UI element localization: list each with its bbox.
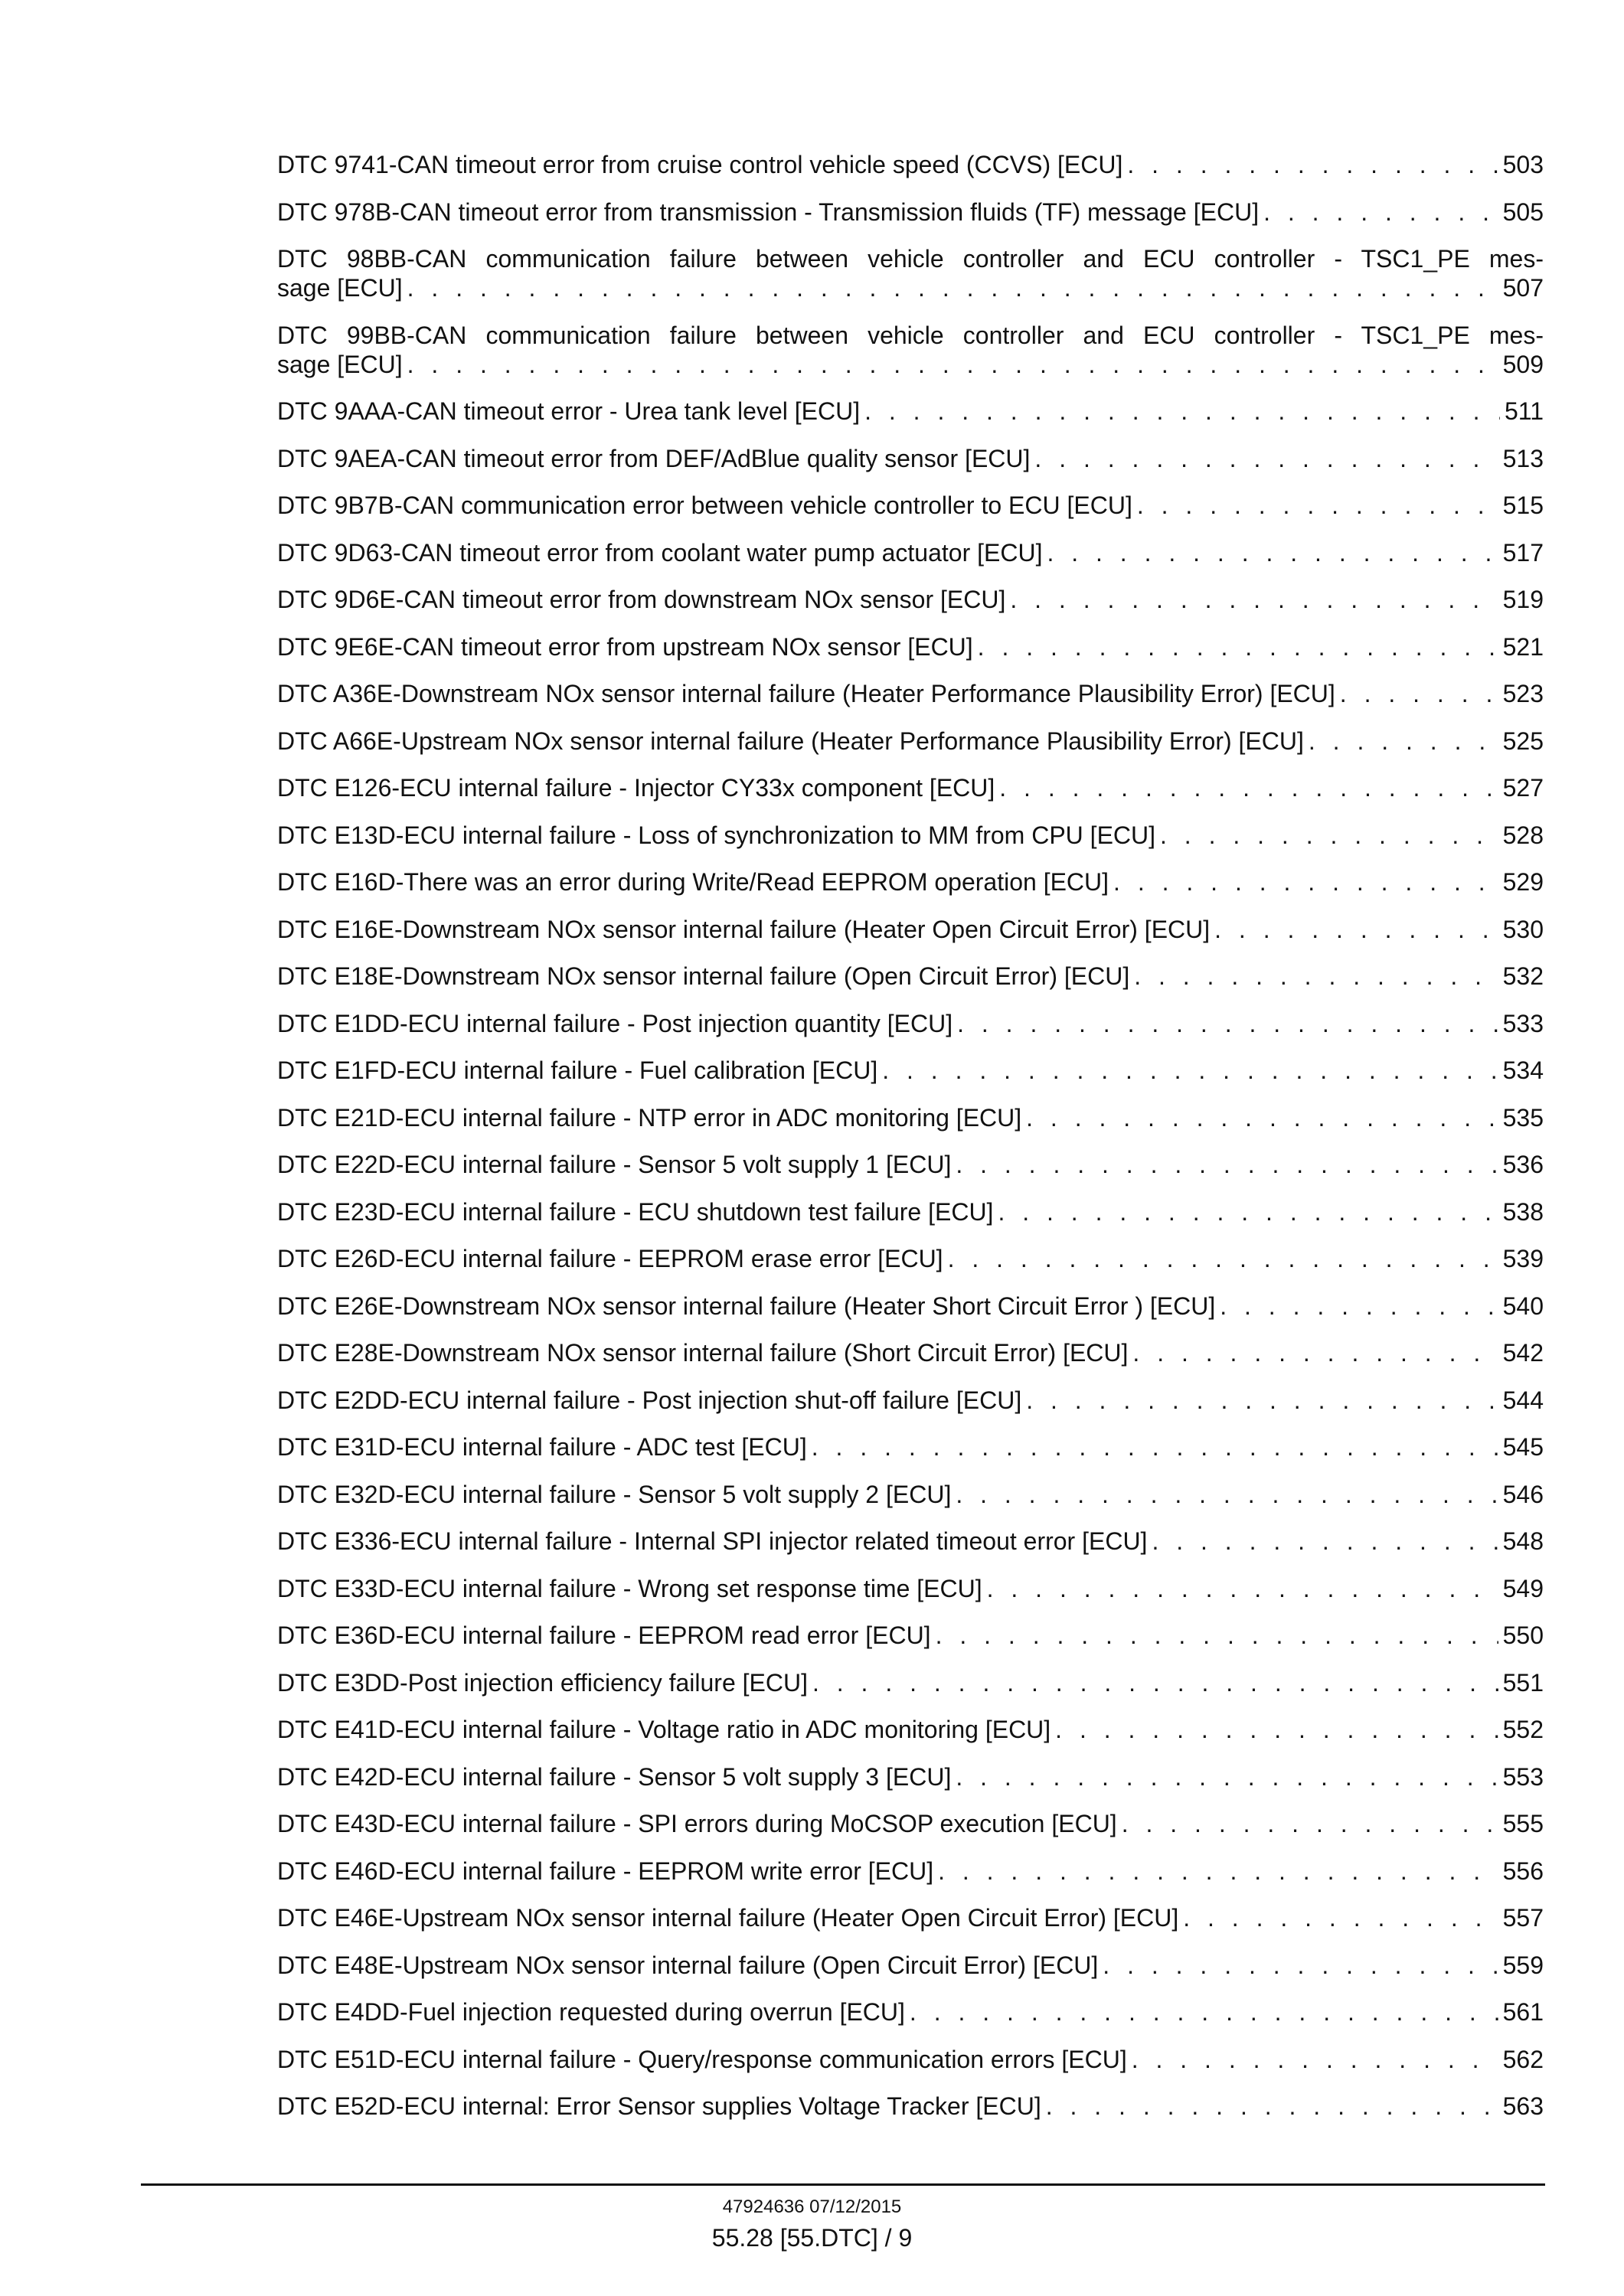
- dot-leader: [1160, 821, 1498, 850]
- toc-entry[interactable]: [277, 1292, 1544, 1321]
- dot-leader: [987, 1574, 1498, 1603]
- dot-leader: [948, 1244, 1498, 1273]
- toc-entry-title: DTC 9D6E-CAN timeout error from downstream NOx sensor [ECU]: [277, 586, 1006, 613]
- toc-entry-title: DTC E126-ECU internal failure - Injector CY33x component [ECU]: [277, 774, 995, 802]
- dot-leader: [864, 397, 1500, 426]
- toc-entry-title: DTC E31D-ECU internal failure - ADC test [ECU]: [277, 1433, 807, 1461]
- toc-entry-page: 535: [1502, 1103, 1544, 1132]
- toc-entry-page: 530: [1502, 915, 1544, 943]
- dot-leader: [1134, 962, 1498, 991]
- toc-entry-title: DTC E41D-ECU internal failure - Voltage ratio in ADC monitoring [ECU]: [277, 1716, 1051, 1743]
- toc-entry-title: DTC E43D-ECU internal failure - SPI errors during MoCSOP execution [ECU]: [277, 1810, 1117, 1837]
- toc-entry-page: 546: [1502, 1480, 1544, 1508]
- toc-entry[interactable]: [277, 915, 1544, 944]
- toc-entry[interactable]: [277, 1103, 1544, 1132]
- dot-leader: [1113, 867, 1498, 897]
- toc-entry-page: 556: [1502, 1857, 1544, 1885]
- dot-leader: [1034, 444, 1498, 473]
- toc-entry-page: 544: [1502, 1386, 1544, 1414]
- toc-entry-title: DTC E16E-Downstream NOx sensor internal failure (Heater Open Circuit Error) [ECU]: [277, 915, 1211, 943]
- toc-entry-title: DTC E32D-ECU internal failure - Sensor 5 volt supply 2 [ECU]: [277, 1480, 952, 1508]
- toc-entry[interactable]: [277, 1432, 1544, 1462]
- dot-leader: [1055, 1715, 1498, 1744]
- dot-leader: [1026, 1386, 1498, 1415]
- toc-entry[interactable]: [277, 821, 1544, 850]
- toc-entry[interactable]: [277, 491, 1544, 520]
- dot-leader: [1220, 1292, 1498, 1321]
- toc-entry[interactable]: [277, 1527, 1544, 1556]
- toc-entry[interactable]: [277, 1951, 1544, 1980]
- toc-entry[interactable]: [277, 1621, 1544, 1650]
- dot-leader: [1137, 491, 1498, 520]
- dot-leader: [1047, 538, 1498, 567]
- toc-entry[interactable]: [277, 1997, 1544, 2027]
- toc-entry-page: 532: [1502, 962, 1544, 990]
- toc-entry-page: 545: [1502, 1433, 1544, 1461]
- toc-entry-title: DTC E3DD-Post injection efficiency failure [ECU]: [277, 1668, 808, 1697]
- toc-entry[interactable]: [277, 1668, 1544, 1697]
- dot-leader: [938, 1857, 1498, 1886]
- toc-entry-page: 552: [1502, 1716, 1544, 1743]
- toc-entry[interactable]: [277, 397, 1544, 426]
- toc-entry-title: DTC E4DD-Fuel injection requested during overrun [ECU]: [277, 1998, 905, 2026]
- toc-entry-page: 525: [1502, 727, 1544, 755]
- toc-entry-page: 503: [1502, 151, 1544, 178]
- toc-entry-page: 549: [1502, 1574, 1544, 1602]
- dot-leader: [1103, 1951, 1498, 1980]
- toc-entry[interactable]: [277, 867, 1544, 897]
- toc-entry-page: 517: [1502, 538, 1544, 567]
- dot-leader: [812, 1432, 1498, 1462]
- toc-entry[interactable]: [277, 727, 1544, 756]
- dot-leader: [998, 1197, 1498, 1226]
- dot-leader: [957, 1009, 1498, 1038]
- toc-entry-page: 528: [1502, 821, 1544, 849]
- dot-leader: [978, 632, 1498, 661]
- toc-entry[interactable]: [277, 1056, 1544, 1085]
- toc-entry-page: 562: [1502, 2045, 1544, 2073]
- toc-entry-title: DTC 9741-CAN timeout error from cruise control vehicle speed (CCVS) [ECU]: [277, 151, 1123, 178]
- toc-entry-title: DTC E18E-Downstream NOx sensor internal failure (Open Circuit Error) [ECU]: [277, 962, 1130, 990]
- dot-leader: [1340, 679, 1498, 708]
- dot-leader: [1122, 1809, 1498, 1838]
- footer-document-code: 47924636 07/12/2015: [722, 2196, 902, 2217]
- toc-entry[interactable]: [277, 632, 1544, 661]
- toc-entry[interactable]: [277, 150, 1544, 179]
- dot-leader: [812, 1668, 1498, 1697]
- toc-entry-title: DTC E48E-Upstream NOx sensor internal failure (Open Circuit Error) [ECU]: [277, 1951, 1099, 1979]
- toc-entry-title: DTC E26D-ECU internal failure - EEPROM erase error [ECU]: [277, 1245, 943, 1272]
- dot-leader: [1183, 1903, 1498, 1932]
- toc-entry[interactable]: [277, 2092, 1544, 2121]
- toc-entry-page: 551: [1502, 1668, 1544, 1697]
- dot-leader: [1152, 1527, 1498, 1556]
- footer-page-reference: 55.28 [55.DTC] / 9: [711, 2224, 913, 2252]
- dot-leader: [1046, 2092, 1498, 2121]
- toc-entry-title-line1: DTC 99BB-CAN communication failure between vehicle controller and ECU controller - TSC1_PE mes-: [277, 321, 1544, 349]
- dot-leader: [1010, 585, 1498, 614]
- toc-entry-page: 550: [1502, 1622, 1544, 1649]
- toc-entry-title: DTC E46D-ECU internal failure - EEPROM write error [ECU]: [277, 1857, 934, 1885]
- dot-leader: [1214, 915, 1498, 944]
- toc-entry[interactable]: [277, 1244, 1544, 1273]
- toc-entry-title: DTC A66E-Upstream NOx sensor internal failure (Heater Performance Plausibility Error) [ECU]: [277, 727, 1304, 755]
- toc-entry-title: DTC E1DD-ECU internal failure - Post injection quantity [ECU]: [277, 1009, 953, 1037]
- toc-entry-page: 527: [1502, 774, 1544, 802]
- toc-entry-page: 507: [1502, 274, 1544, 302]
- dot-leader: [1263, 198, 1498, 227]
- toc-entry[interactable]: [277, 1480, 1544, 1509]
- dot-leader: [1127, 150, 1498, 179]
- toc-entry[interactable]: [277, 1903, 1544, 1932]
- toc-entry-title-line1: DTC 98BB-CAN communication failure between vehicle controller and ECU controller - TSC1_PE mes-: [277, 245, 1544, 273]
- toc-entry[interactable]: [277, 2045, 1544, 2074]
- toc-entry[interactable]: [277, 1809, 1544, 1838]
- dot-leader: [956, 1150, 1498, 1179]
- toc-entry-title: DTC E36D-ECU internal failure - EEPROM read error [ECU]: [277, 1622, 931, 1649]
- toc-entry-title: DTC 978B-CAN timeout error from transmission - Transmission fluids (TF) message [ECU]: [277, 198, 1260, 226]
- toc-entry-title: DTC E22D-ECU internal failure - Sensor 5 volt supply 1 [ECU]: [277, 1151, 952, 1178]
- toc-entry-page: 509: [1502, 350, 1544, 378]
- toc-entry-title: DTC E33D-ECU internal failure - Wrong set response time [ECU]: [277, 1574, 982, 1602]
- toc-entry-title: DTC E2DD-ECU internal failure - Post injection shut-off failure [ECU]: [277, 1386, 1022, 1414]
- toc-entry-page: 536: [1502, 1151, 1544, 1178]
- toc-entry[interactable]: [277, 679, 1544, 708]
- toc-entry[interactable]: [277, 321, 1544, 379]
- toc-entry-title-line2: sage [ECU]: [277, 350, 403, 378]
- toc-entry-page: 563: [1502, 2092, 1544, 2120]
- toc-entry-page: 534: [1502, 1057, 1544, 1084]
- toc-entry-page: 553: [1502, 1762, 1544, 1791]
- dot-leader: [407, 273, 1498, 302]
- dot-leader: [1309, 727, 1498, 756]
- dot-leader: [1132, 1338, 1498, 1367]
- toc-entry-title: DTC 9AAA-CAN timeout error - Urea tank level [ECU]: [277, 397, 861, 425]
- toc-entry-title: DTC E42D-ECU internal failure - Sensor 5 volt supply 3 [ECU]: [277, 1762, 952, 1791]
- toc-entry-page: 511: [1504, 397, 1544, 425]
- dot-leader: [910, 1997, 1498, 2027]
- toc-entry-title: DTC E1FD-ECU internal failure - Fuel calibration [ECU]: [277, 1057, 878, 1084]
- toc-entry-title: DTC E26E-Downstream NOx sensor internal failure (Heater Short Circuit Error ) [ECU]: [277, 1292, 1216, 1320]
- toc-entry-title: DTC E28E-Downstream NOx sensor internal failure (Short Circuit Error) [ECU]: [277, 1339, 1129, 1367]
- dot-leader: [936, 1621, 1498, 1650]
- toc-entry[interactable]: [277, 773, 1544, 802]
- toc-entry[interactable]: [277, 1762, 1544, 1791]
- toc-entry[interactable]: [277, 962, 1544, 991]
- toc-entry-title: DTC E16D-There was an error during Write/Read EEPROM operation [ECU]: [277, 868, 1109, 896]
- toc-entry-title: DTC 9E6E-CAN timeout error from upstream NOx sensor [ECU]: [277, 632, 973, 661]
- toc-entry-page: 521: [1502, 632, 1544, 661]
- toc-entry[interactable]: [277, 538, 1544, 567]
- toc-entry[interactable]: [277, 1574, 1544, 1603]
- toc-entry-page: 557: [1502, 1904, 1544, 1932]
- toc-entry[interactable]: [277, 244, 1544, 302]
- toc-entry-title: DTC E51D-ECU internal failure - Query/response communication errors [ECU]: [277, 2045, 1127, 2073]
- toc-entry[interactable]: [277, 1857, 1544, 1886]
- toc-entry-page: 559: [1502, 1951, 1544, 1979]
- toc-entry-page: 533: [1502, 1009, 1544, 1037]
- toc-entry-page: 505: [1502, 198, 1544, 226]
- toc-entry[interactable]: [277, 444, 1544, 473]
- dot-leader: [956, 1762, 1498, 1791]
- toc-entry-page: 542: [1502, 1339, 1544, 1367]
- toc-entry-page: 529: [1502, 868, 1544, 896]
- toc-entry-page: 513: [1502, 444, 1544, 472]
- toc-entry-page: 519: [1502, 586, 1544, 613]
- toc-entry[interactable]: [277, 1386, 1544, 1415]
- toc-entry-title: DTC 9AEA-CAN timeout error from DEF/AdBlue quality sensor [ECU]: [277, 444, 1031, 472]
- toc-entry-title: DTC E52D-ECU internal: Error Sensor supplies Voltage Tracker [ECU]: [277, 2092, 1041, 2120]
- toc-entry[interactable]: [277, 1338, 1544, 1367]
- toc-entry-page: 540: [1502, 1292, 1544, 1320]
- toc-entry[interactable]: [277, 198, 1544, 227]
- toc-entry-page: 561: [1502, 1998, 1544, 2026]
- toc-entry-title-line2: sage [ECU]: [277, 274, 403, 302]
- toc-entry-title: DTC E336-ECU internal failure - Internal SPI injector related timeout error [ECU]: [277, 1527, 1148, 1555]
- toc-entry[interactable]: [277, 1715, 1544, 1744]
- toc-entry[interactable]: [277, 585, 1544, 614]
- dot-leader: [956, 1480, 1498, 1509]
- dot-leader: [1132, 2045, 1498, 2074]
- toc-entry-page: 515: [1502, 492, 1544, 519]
- dot-leader: [882, 1056, 1498, 1085]
- toc-entry[interactable]: [277, 1150, 1544, 1179]
- toc-entry[interactable]: [277, 1009, 1544, 1038]
- toc-entry-title: DTC 9D63-CAN timeout error from coolant water pump actuator [ECU]: [277, 538, 1043, 567]
- footer-divider: [141, 2183, 1545, 2186]
- toc-entry-title: DTC E21D-ECU internal failure - NTP error in ADC monitoring [ECU]: [277, 1103, 1022, 1132]
- toc-entry-title: DTC E13D-ECU internal failure - Loss of synchronization to MM from CPU [ECU]: [277, 821, 1156, 849]
- toc-entry-title: DTC E46E-Upstream NOx sensor internal failure (Heater Open Circuit Error) [ECU]: [277, 1904, 1179, 1932]
- toc-entry[interactable]: [277, 1197, 1544, 1226]
- toc-entry-title: DTC E23D-ECU internal failure - ECU shutdown test failure [ECU]: [277, 1197, 994, 1226]
- toc-entry-page: 539: [1502, 1245, 1544, 1272]
- toc-entry-page: 548: [1502, 1527, 1544, 1555]
- dot-leader: [1026, 1103, 1498, 1132]
- dot-leader: [999, 773, 1498, 802]
- toc-entry-title: DTC A36E-Downstream NOx sensor internal failure (Heater Performance Plausibility Error) [ECU]: [277, 680, 1335, 707]
- table-of-contents: [277, 150, 1544, 2139]
- toc-entry-page: 538: [1502, 1197, 1544, 1226]
- dot-leader: [407, 350, 1498, 379]
- toc-entry-page: 523: [1502, 680, 1544, 707]
- toc-entry-title: DTC 9B7B-CAN communication error between vehicle controller to ECU [ECU]: [277, 492, 1132, 519]
- toc-entry-page: 555: [1502, 1810, 1544, 1837]
